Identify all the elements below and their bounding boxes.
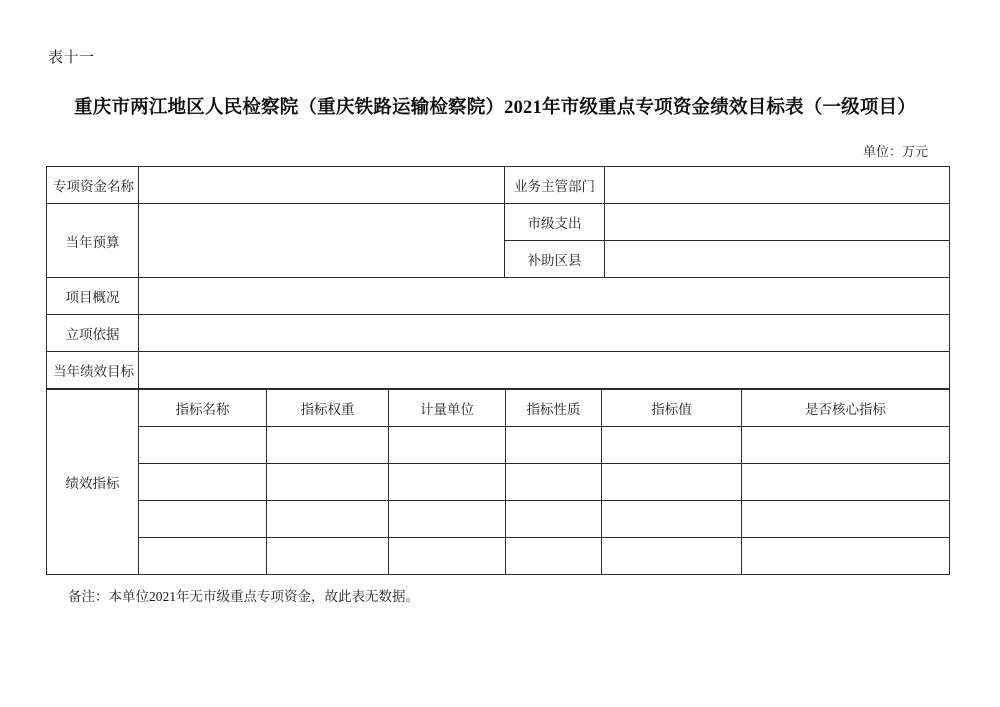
label-performance-indicator: 绩效指标	[47, 390, 139, 575]
indicator-cell-weight[interactable]	[267, 538, 389, 575]
page-title: 重庆市两江地区人民检察院（重庆铁路运输检察院）2021年市级重点专项资金绩效目标表（一级项目）	[74, 98, 916, 118]
value-annual-budget[interactable]	[139, 204, 505, 278]
indicator-header-value: 指标值	[602, 390, 742, 427]
indicator-cell-is-core[interactable]	[742, 427, 950, 464]
label-city-expenditure: 市级支出	[505, 204, 605, 241]
form-number: 表十一	[48, 50, 95, 66]
performance-goal-table	[46, 166, 950, 389]
footer-note: 备注：本单位2021年无市级重点专项资金，故此表无数据。	[68, 589, 419, 604]
indicator-cell-weight[interactable]	[267, 464, 389, 501]
indicator-header-nature: 指标性质	[506, 390, 602, 427]
indicator-header-row	[47, 390, 950, 427]
indicator-cell-nature[interactable]	[506, 464, 602, 501]
value-managing-department[interactable]	[605, 167, 950, 204]
indicator-cell-unit[interactable]	[389, 538, 506, 575]
indicator-cell-nature[interactable]	[506, 501, 602, 538]
table-row	[47, 501, 950, 538]
unit-note: 单位：万元	[862, 144, 928, 159]
indicator-cell-value[interactable]	[602, 501, 742, 538]
label-annual-budget: 当年预算	[47, 204, 139, 278]
indicator-cell-value[interactable]	[602, 464, 742, 501]
value-subsidy-district[interactable]	[605, 241, 950, 278]
table-row	[47, 167, 950, 204]
label-project-overview: 项目概况	[47, 278, 139, 315]
table-row	[47, 464, 950, 501]
indicator-cell-is-core[interactable]	[742, 464, 950, 501]
indicator-cell-unit[interactable]	[389, 501, 506, 538]
indicator-header-name: 指标名称	[139, 390, 267, 427]
indicator-cell-weight[interactable]	[267, 501, 389, 538]
table-row	[47, 427, 950, 464]
value-city-expenditure[interactable]	[605, 204, 950, 241]
value-special-fund-name[interactable]	[139, 167, 505, 204]
indicator-cell-weight[interactable]	[267, 427, 389, 464]
indicator-cell-nature[interactable]	[506, 538, 602, 575]
value-annual-performance-goal[interactable]	[139, 352, 950, 389]
label-annual-performance-goal: 当年绩效目标	[47, 352, 139, 389]
indicator-cell-unit[interactable]	[389, 464, 506, 501]
indicator-header-weight: 指标权重	[267, 390, 389, 427]
indicator-cell-value[interactable]	[602, 427, 742, 464]
table-row	[47, 278, 950, 315]
indicator-cell-unit[interactable]	[389, 427, 506, 464]
table-row	[47, 538, 950, 575]
indicator-header-unit: 计量单位	[389, 390, 506, 427]
table-row	[47, 352, 950, 389]
indicator-header-is-core: 是否核心指标	[742, 390, 950, 427]
performance-indicator-table	[46, 389, 950, 575]
indicator-cell-name[interactable]	[139, 501, 267, 538]
indicator-cell-name[interactable]	[139, 538, 267, 575]
indicator-cell-is-core[interactable]	[742, 538, 950, 575]
value-project-overview[interactable]	[139, 278, 950, 315]
value-project-basis[interactable]	[139, 315, 950, 352]
label-subsidy-district: 补助区县	[505, 241, 605, 278]
indicator-cell-name[interactable]	[139, 464, 267, 501]
indicator-cell-nature[interactable]	[506, 427, 602, 464]
indicator-cell-name[interactable]	[139, 427, 267, 464]
label-project-basis: 立项依据	[47, 315, 139, 352]
label-special-fund-name: 专项资金名称	[47, 167, 139, 204]
table-row	[47, 315, 950, 352]
label-managing-department: 业务主管部门	[505, 167, 605, 204]
table-row	[47, 204, 950, 241]
indicator-cell-is-core[interactable]	[742, 501, 950, 538]
indicator-cell-value[interactable]	[602, 538, 742, 575]
